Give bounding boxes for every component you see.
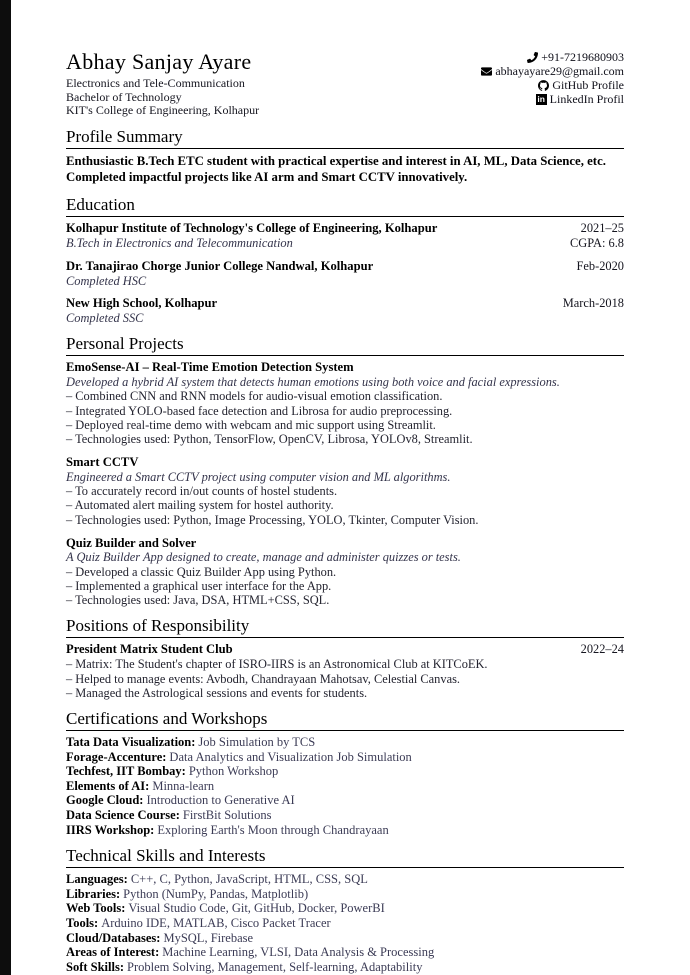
project-subtitle: Engineered a Smart CCTV project using computer vision and ML algorithms. [66,469,451,484]
skill-line [66,901,624,916]
position-bullet: – Managed the Astrological sessions and events for students. [66,685,368,700]
contact-linkedin[interactable] [481,92,624,106]
certification-value: Exploring Earth's Moon through Chandrayaan [157,822,389,837]
header [66,50,624,118]
project-subtitle: Developed a hybrid AI system that detects human emotions using both voice and facial expressions. [66,375,560,389]
project-subtitle: A Quiz Builder App designed to create, manage and administer quizzes or tests. [66,550,461,565]
skill-label: Cloud/Databases: [66,930,161,945]
certification-value: Job Simulation by TCS [198,735,316,750]
header-degree-line-1: Electronics and Tele-Communication [66,76,245,90]
skill-label: Languages: [66,872,128,887]
section-title-certifications: Certifications and Workshops [66,709,624,731]
certification-value: Data Analytics and Visualization Job Simulation [169,749,412,764]
education-item [66,296,624,325]
skill-line [66,916,624,931]
education-date: 2021–25 [580,220,624,235]
skill-label: Tools: [66,915,99,930]
education-institution: Dr. Tanajirao Chorge Junior College Nandwal, Kolhapur [66,258,374,273]
certification-value: Introduction to Generative AI [146,793,295,808]
certification-label: Forage-Accenture: [66,749,167,764]
phone-icon [527,52,538,63]
education-detail: B.Tech in Electronics and Telecommunication [66,235,293,250]
header-degree-line-2: Bachelor of Technology [66,89,182,104]
skill-value: Python (NumPy, Pandas, Matplotlib) [123,886,309,901]
section-title-positions: Positions of Responsibility [66,616,624,638]
email-icon [481,66,492,77]
skill-label: Soft Skills: [66,959,125,974]
certification-line [66,735,624,750]
skill-value: Problem Solving, Management, Self-learning, Adaptability [127,959,423,974]
github-icon [538,80,549,91]
education-item [66,221,624,251]
skill-label: Areas of Interest: [66,945,160,960]
contact-linkedin-text[interactable]: LinkedIn Profil [549,92,624,106]
certification-value: FirstBit Solutions [182,808,272,823]
project-bullet: – Technologies used: Python, TensorFlow, OpenCV, Librosa, YOLOv8, Streamlit. [66,432,473,447]
project-item [66,360,624,446]
education-institution: New High School, Kolhapur [66,296,218,310]
profile-summary-text: Enthusiastic B.Tech ETC student with practical expertise and interest in AI, ML, Data Science, etc. Completed impactful projects like AI arm and Smart CCTV innovatively. [66,153,606,185]
section-title-education: Education [66,195,624,217]
project-bullet: – Technologies used: Java, DSA, HTML+CSS, SQL. [66,593,330,608]
section-certifications [66,709,624,837]
skill-label: Libraries: [66,886,121,901]
contact-block [481,50,624,106]
certification-label: Google Cloud: [66,793,144,808]
contact-phone[interactable] [481,50,624,64]
project-item [66,536,624,608]
skill-value: Machine Learning, VLSI, Data Analysis & Processing [162,945,435,960]
education-detail: Completed SSC [66,311,144,325]
education-detail: Completed HSC [66,273,147,288]
certification-label: Tata Data Visualization: [66,735,196,750]
section-title-projects: Personal Projects [66,334,624,356]
project-bullet: – To accurately record in/out counts of hostel students. [66,484,338,499]
education-date: March-2018 [562,296,624,310]
section-profile-summary [66,127,624,186]
person-name: Abhay Sanjay Ayare [66,49,252,74]
skill-value: Arduino IDE, MATLAB, Cisco Packet Tracer [101,915,331,930]
section-education [66,195,624,326]
section-positions [66,616,624,700]
certification-line [66,764,624,779]
certification-line [66,793,624,808]
skill-label: Web Tools: [66,901,126,916]
position-item [66,642,624,700]
contact-phone-text[interactable]: +91-7219680903 [541,50,624,64]
skill-line [66,960,624,975]
project-bullet: – Integrated YOLO-based face detection and Librosa for audio preprocessing. [66,403,453,418]
certification-label: Elements of AI: [66,778,150,793]
certification-label: Techfest, IIT Bombay: [66,764,186,779]
header-identity [66,50,259,118]
education-date: Feb-2020 [576,258,624,273]
project-item [66,455,624,527]
certification-value: Python Workshop [188,764,279,779]
certification-value: Minna-learn [152,778,215,793]
skill-line [66,872,624,887]
education-institution: Kolhapur Institute of Technology's College of Engineering, Kolhapur [66,220,438,235]
education-item [66,259,624,288]
section-skills [66,846,624,974]
position-bullet: – Matrix: The Student's chapter of ISRO-IIRS is an Astronomical Club at KITCoEK. [66,657,488,672]
certification-label: IIRS Workshop: [66,822,155,837]
position-bullet: – Helped to manage events: Avbodh, Chandrayaan Mahotsav, Celestial Canvas. [66,671,460,686]
project-bullets [66,484,624,527]
skill-value: MySQL, Firebase [163,930,254,945]
section-title-profile-summary: Profile Summary [66,127,624,149]
contact-github[interactable] [481,78,624,92]
section-projects [66,334,624,607]
contact-github-text[interactable]: GitHub Profile [552,78,624,92]
skill-line [66,887,624,902]
project-bullet: – Combined CNN and RNN models for audio-visual emotion classification. [66,389,443,404]
certification-line [66,823,624,838]
project-bullet: – Automated alert mailing system for hostel authority. [66,498,334,513]
project-bullet: – Technologies used: Python, Image Processing, YOLO, Tkinter, Computer Vision. [66,512,479,527]
project-name: EmoSense-AI – Real-Time Emotion Detection System [66,360,354,375]
project-bullets [66,565,624,608]
project-bullet: – Developed a classic Quiz Builder App using Python. [66,564,337,579]
project-bullet: – Deployed real-time demo with webcam and mic support using Streamlit. [66,417,436,432]
project-name: Smart CCTV [66,455,139,470]
skill-line [66,931,624,946]
contact-email[interactable] [481,64,624,78]
certification-label: Data Science Course: [66,808,180,823]
certification-line [66,779,624,794]
position-bullets [66,657,624,700]
position-name: President Matrix Student Club [66,642,233,657]
header-degree-line-3: KIT's College of Engineering, Kolhapur [66,103,260,118]
resume-content [66,50,624,974]
skill-line [66,945,624,960]
linkedin-icon: in [537,93,545,104]
education-detail-right: CGPA: 6.8 [570,235,624,250]
skill-value: C++, C, Python, JavaScript, HTML, CSS, SQL [130,872,368,887]
project-bullet: – Implemented a graphical user interface for the App. [66,579,332,594]
project-name: Quiz Builder and Solver [66,535,197,550]
project-bullets [66,389,624,446]
skill-value: Visual Studio Code, Git, GitHub, Docker, PowerBI [128,901,385,916]
certification-line [66,750,624,765]
page-left-edge [0,0,11,975]
contact-email-text[interactable]: abhayayare29@gmail.com [495,64,624,78]
position-date: 2022–24 [580,642,624,657]
certification-line [66,808,624,823]
section-title-skills: Technical Skills and Interests [66,846,624,868]
